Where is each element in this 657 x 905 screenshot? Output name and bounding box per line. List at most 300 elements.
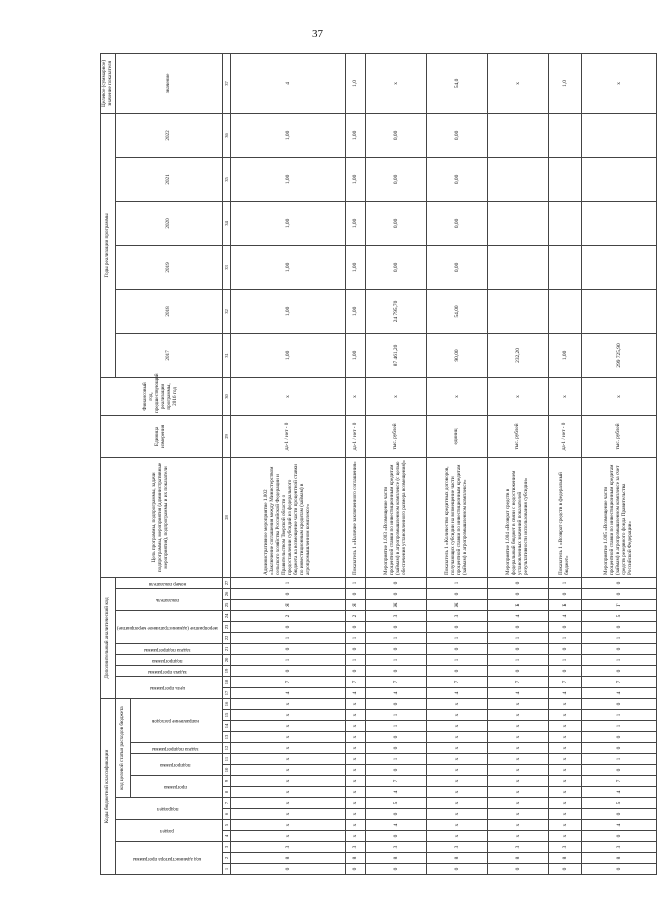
code-cell: 1 [345,633,366,644]
code-cell: 3 [427,842,488,853]
code-cell: Б [548,600,582,611]
code-cell: х [548,820,582,831]
code-cell: х [548,809,582,820]
rotated-sheet [100,59,634,875]
code-cell: х [230,776,345,787]
code-cell: 1 [487,633,548,644]
code-cell: х [487,754,548,765]
code-cell: 7 [487,677,548,688]
table-row [487,53,548,874]
code-cell: 0 [582,589,656,600]
unit-cell: тыс. рублей [487,415,548,457]
code-cell: х [230,743,345,754]
unit-cell: единиц [427,415,488,457]
column-number: 11 [222,754,230,765]
final-value-cell: 1,0 [548,53,582,113]
code-cell: х [427,787,488,798]
column-number: 26 [222,589,230,600]
code-cell: 4 [427,688,488,699]
codes-group-header: Коды бюджетной классификации [101,699,116,875]
final-sub-header: значение [115,53,222,113]
extra-code-group-header: Дополнительный аналитический код [101,577,116,698]
code-cell: 1 [582,655,656,666]
column-number: 37 [222,53,230,113]
value-2019-cell [548,245,582,289]
code-cell: х [487,743,548,754]
value-2022-cell [582,113,656,157]
code-cell: х [487,809,548,820]
final-value-cell: 1,0 [345,53,366,113]
value-2022-cell: 0,00 [366,113,427,157]
year-2017-header: 2017 [115,333,222,377]
code-cell: 4 [582,787,656,798]
code-cell: 0 [345,589,366,600]
code-cell: 4 [487,688,548,699]
value-2020-cell [582,201,656,245]
code-cell: 0 [366,589,427,600]
code-cell: 0 [366,622,427,633]
code-cell: 7 [582,677,656,688]
value-2016-cell: х [582,377,656,415]
code-cell: х [230,831,345,842]
code-cell: 0 [582,809,656,820]
value-2021-cell [487,157,548,201]
column-number: 9 [222,776,230,787]
value-2020-cell: 1,00 [345,201,366,245]
value-2021-cell: 1,00 [345,157,366,201]
code-cell: х [487,798,548,809]
value-2021-cell: 0,00 [427,157,488,201]
value-2016-cell: х [345,377,366,415]
code-cell: Б [487,600,548,611]
value-2018-cell: 24 795,70 [366,289,427,333]
value-2017-cell: 299 725,90 [582,333,656,377]
code-cell: х [230,732,345,743]
column-number: 20 [222,655,230,666]
table-row [427,53,488,874]
code-cell: 0 [427,864,488,875]
code-cell: х [345,798,366,809]
column-number: 18 [222,677,230,688]
unit-cell: тыс. рублей [366,415,427,457]
column-number: 8 [222,787,230,798]
code-cell: 4 [366,787,427,798]
code-cell: х [345,776,366,787]
code-cell: 1 [230,655,345,666]
value-2016-cell: х [487,377,548,415]
zadacha-prog-header: задача программы [115,666,222,677]
code-cell: 1 [487,655,548,666]
code-cell: 2 [230,611,345,622]
column-number: 16 [222,699,230,710]
code-cell: х [427,710,488,721]
value-2022-cell [487,113,548,157]
code-cell: 4 [345,688,366,699]
code-cell: х [345,732,366,743]
napravlenie-header: направление расходов [131,699,222,743]
code-cell: 0 [548,622,582,633]
value-2018-cell: 54,00 [427,289,488,333]
code-cell: х [230,721,345,732]
code-cell: х [487,710,548,721]
value-2020-cell: 0,00 [366,201,427,245]
column-number: 3 [222,842,230,853]
year-2020-header: 2020 [115,201,222,245]
value-2016-cell: х [230,377,345,415]
goal-text-cell: Мероприятие 1.003 «Возмещение части процентной ставки по инвестиционным кредитам (займам) в агропромышленном комплексе (с целью обеспечения установленного размера возмещения)» [366,457,427,577]
unit-cell: да-1 / нет - 0 [345,415,366,457]
code-cell: 1 [366,754,427,765]
code-cell: 1 [427,633,488,644]
value-2016-cell: х [548,377,582,415]
code-cell: х [548,798,582,809]
meropriyatie-header: мероприятие (административное мероприятие) [115,611,222,644]
final-value-cell: 54,0 [427,53,488,113]
year-2021-header: 2021 [115,157,222,201]
code-cell: 0 [345,666,366,677]
code-cell: 8 [230,853,345,864]
code-cell: х [487,787,548,798]
code-cell: х [427,754,488,765]
code-cell: х [487,765,548,776]
code-cell: 2 [345,611,366,622]
code-cell: х [345,809,366,820]
column-number: 32 [222,289,230,333]
code-cell: 0 [230,666,345,677]
value-2019-cell: 1,00 [345,245,366,289]
value-2018-cell: 1,00 [230,289,345,333]
value-2021-cell: 0,00 [366,157,427,201]
code-cell: 4 [366,688,427,699]
column-number: 1 [222,864,230,875]
value-2017-cell: 1,00 [548,333,582,377]
code-cell: 0 [582,732,656,743]
code-cell: 3 [427,611,488,622]
code-cell: 4 [230,688,345,699]
column-number: 7 [222,798,230,809]
code-cell: 1 [366,655,427,666]
goal-text-cell: Мероприятие 1.004 «Возврат средств в федеральный бюджет в связи с недостижением установленных значений показателей результативности использования субсидии» [487,457,548,577]
code-cell: 0 [427,589,488,600]
value-2020-cell: 1,00 [230,201,345,245]
code-cell: х [427,721,488,732]
code-cell: х [427,699,488,710]
code-cell: 7 [366,677,427,688]
code-cell: 8 [548,853,582,864]
code-cell: 0 [366,743,427,754]
column-number: 19 [222,666,230,677]
table-row [366,53,427,874]
code-cell: 1 [427,577,488,588]
pokazatel-header: показатель [115,589,222,611]
code-cell: х [230,699,345,710]
column-number: 33 [222,245,230,289]
code-cell: 4 [487,611,548,622]
column-number: 4 [222,831,230,842]
code-cell: 3 [366,842,427,853]
code-cell: 4 [582,688,656,699]
value-2017-cell: 1,00 [345,333,366,377]
column-number: 30 [222,377,230,415]
code-cell: х [548,732,582,743]
header-row-1 [101,53,116,874]
code-cell: 3 [366,611,427,622]
column-number: 6 [222,809,230,820]
value-2020-cell [487,201,548,245]
code-cell: 0 [366,699,427,710]
table-row [582,53,656,874]
code-cell: 0 [345,864,366,875]
column-number: 24 [222,611,230,622]
column-number: 12 [222,743,230,754]
code-cell: 0 [548,864,582,875]
code-cell: х [487,699,548,710]
column-number: 5 [222,820,230,831]
value-2016-cell: х [427,377,488,415]
code-cell: 1 [345,577,366,588]
code-cell: 5 [582,611,656,622]
code-cell: х [427,765,488,776]
code-cell: 0 [230,622,345,633]
code-cell: 1 [366,710,427,721]
code-cell: х [548,776,582,787]
code-cell: х [230,809,345,820]
zadacha-header: задача подпрограммы [131,743,222,754]
code-cell: 1 [230,633,345,644]
goal-text-cell: Показатель 1 «Количество кредитных договоров, получающих субсидии на возмещение части процентной ставки по инвестиционным кредитам (займам) в агропромышленном комплексе» [427,457,488,577]
value-2021-cell [548,157,582,201]
column-number: 31 [222,333,230,377]
code-cell: 3 [345,842,366,853]
code-cell: х [548,765,582,776]
code-cell: 0 [487,577,548,588]
code-cell: 0 [366,577,427,588]
value-2018-cell [582,289,656,333]
value-2022-cell: 0,00 [427,113,488,157]
code-cell: 1 [548,577,582,588]
code-cell: 1 [345,655,366,666]
code-cell: 0 [230,864,345,875]
code-cell: 0 [366,765,427,776]
code-cell: 0 [582,622,656,633]
podprogramma2-header: подпрограмма [115,655,222,666]
value-2021-cell: 1,00 [230,157,345,201]
code-cell: 0 [548,644,582,655]
code-cell: 3 [487,842,548,853]
value-2018-cell [487,289,548,333]
code-cell: 4 [548,611,582,622]
value-2019-cell: 1,00 [230,245,345,289]
final-header: Целевое (суммарное) значение показателя [101,53,116,113]
code-cell: 8 [487,853,548,864]
code-cell: 1 [582,710,656,721]
code-cell: 7 [366,776,427,787]
code-cell: 0 [427,666,488,677]
podprogramma-header: подпрограмма [131,754,222,776]
column-number: 22 [222,633,230,644]
code-cell: 0 [548,666,582,677]
code-cell: Г [582,600,656,611]
code-cell: 1 [230,577,345,588]
code-cell: 7 [582,776,656,787]
code-cell: Я [345,600,366,611]
code-cell: 0 [366,831,427,842]
code-cell: Ж [366,600,427,611]
value-2019-cell [487,245,548,289]
code-cell: х [548,699,582,710]
zadacha-podprog-header: задача подпрограммы [115,644,222,655]
code-cell: х [230,820,345,831]
code-cell: 3 [548,842,582,853]
code-cell: 1 [366,633,427,644]
code-cell: х [427,743,488,754]
code-cell: 7 [548,677,582,688]
code-cell: х [427,798,488,809]
code-cell: 7 [345,677,366,688]
value-2017-cell: 1,00 [230,333,345,377]
code-cell: 0 [582,765,656,776]
code-cell: х [487,732,548,743]
column-number: 21 [222,644,230,655]
code-cell: х [548,743,582,754]
code-cell: х [230,765,345,776]
kod-admin-header: код администратора программы [115,842,222,875]
code-cell: 0 [230,589,345,600]
code-cell: 8 [366,853,427,864]
value-2020-cell [548,201,582,245]
column-number: 29 [222,415,230,457]
code-cell: х [345,787,366,798]
value-2017-cell: 232,20 [487,333,548,377]
code-cell: 0 [487,589,548,600]
code-cell: х [345,743,366,754]
code-cell: 1 [427,655,488,666]
podrazdel-header: подраздел [115,798,222,820]
code-cell: 0 [487,864,548,875]
value-2018-cell: 1,00 [345,289,366,333]
unit-cell: тыс. рублей [582,415,656,457]
table-row [230,53,345,874]
value-2022-cell [548,113,582,157]
code-cell: 0 [427,622,488,633]
column-number: 27 [222,577,230,588]
program-table [100,53,657,875]
nomer-pokazatelya-header: номер показателя [115,577,222,588]
code-cell: х [548,710,582,721]
final-value-cell: х [487,53,548,113]
code-cell: 1 [548,633,582,644]
code-cell: 8 [582,853,656,864]
code-cell: х [487,776,548,787]
column-number: 34 [222,201,230,245]
code-cell: х [427,809,488,820]
code-cell: 0 [582,864,656,875]
column-number: 2 [222,853,230,864]
code-cell: 4 [582,820,656,831]
code-cell: х [345,820,366,831]
year-2022-header: 2022 [115,113,222,157]
code-cell: 4 [366,820,427,831]
value-2018-cell [548,289,582,333]
code-cell: 0 [487,622,548,633]
column-number: 13 [222,732,230,743]
column-number: 23 [222,622,230,633]
goal-text-cell: Административное мероприятие 1.002 «Заключение соглашения между Министерством сельского хозяйства Российской Федерации и Правительством Тверской области о предоставлении субсидий из федерального бюджета на возмещение части процентной ставки по инвестиционным кредитам (займам) в агропромышленном комплексе» [230,457,345,577]
column-number: 15 [222,710,230,721]
code-cell: 7 [427,677,488,688]
unit-cell: да-1 / нет - 0 [230,415,345,457]
code-cell: Ж [427,600,488,611]
code-cell: 7 [230,677,345,688]
code-cell: 3 [230,842,345,853]
code-cell: 8 [345,853,366,864]
column-number: 17 [222,688,230,699]
table-row [548,53,582,874]
code-cell: х [230,710,345,721]
code-cell: 0 [548,589,582,600]
code-cell: х [427,831,488,842]
code-cell: 5 [366,798,427,809]
fin-2016-header: Финансовый год, предшествующий реализации программы, 2016 год [101,377,223,415]
final-value-cell: х [366,53,427,113]
year-2018-header: 2018 [115,289,222,333]
value-2019-cell: 0,00 [427,245,488,289]
code-cell: х [487,721,548,732]
code-cell: 1 [366,721,427,732]
column-number: 25 [222,600,230,611]
code-cell: 0 [427,644,488,655]
code-cell: х [230,787,345,798]
code-cell: 0 [582,644,656,655]
unit-cell: да-1 / нет - 0 [548,415,582,457]
code-cell: 0 [366,809,427,820]
code-cell: 1 [582,754,656,765]
column-number: 36 [222,113,230,157]
value-2019-cell: 0,00 [366,245,427,289]
value-2019-cell [582,245,656,289]
code-cell: 0 [582,743,656,754]
value-2016-cell: х [366,377,427,415]
goal-text-cell: Показатель 1 «Наличие заключенного соглашения» [345,457,366,577]
code-cell: 0 [582,831,656,842]
column-number: 14 [222,721,230,732]
code-cell: 0 [366,666,427,677]
code-cell: х [427,776,488,787]
code-cell: х [230,798,345,809]
code-cell: Я [230,600,345,611]
code-cell: х [345,710,366,721]
code-cell: х [487,820,548,831]
code-cell: 8 [427,853,488,864]
code-cell: х [548,721,582,732]
value-2021-cell [582,157,656,201]
razdel-header: раздел [115,820,222,842]
programma-header: программа [131,776,222,798]
code-cell: 0 [345,622,366,633]
final-value-cell: 4 [230,53,345,113]
code-cell: х [427,820,488,831]
code-cell: 0 [230,644,345,655]
value-2017-cell: 90,00 [427,333,488,377]
csr-group-header: код целевой статьи расходов бюджета [115,699,130,798]
goal-text-cell: Мероприятие 1.005 «Возмещение части процентной ставки по инвестиционным кредитам (займам) в агропромышленном комплексе за счет средств резервного фонда Правительства Российской Федерации» [582,457,656,577]
code-cell: 0 [582,699,656,710]
code-cell: 0 [366,864,427,875]
column-number: 10 [222,765,230,776]
unit-header: Единица измерения [101,415,223,457]
code-cell: 0 [487,644,548,655]
table-frame [100,59,634,875]
